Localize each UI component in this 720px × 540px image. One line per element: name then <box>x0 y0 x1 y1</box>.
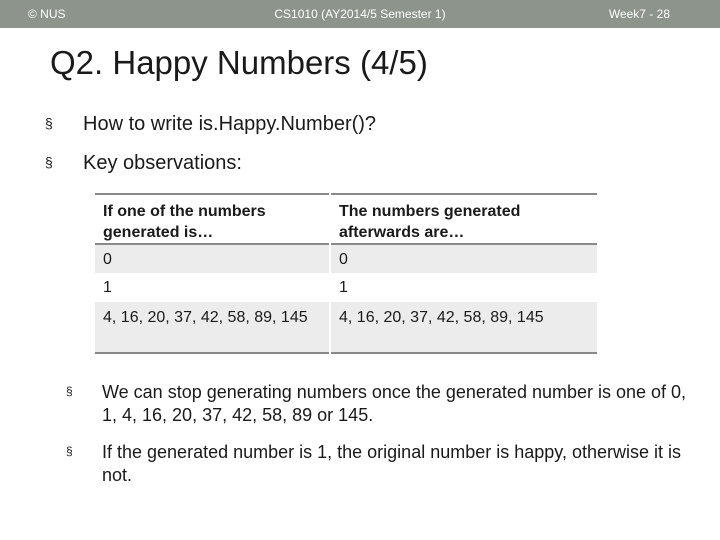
bullet-marker: § <box>45 154 53 170</box>
bullet-marker: § <box>45 115 53 131</box>
table-cell: 1 <box>103 279 112 296</box>
slide-number: Week7 - 28 <box>608 7 670 21</box>
table-cell: 0 <box>330 244 597 273</box>
sub-bullet-text: If the generated number is 1, the original number is happy, otherwise it is not. <box>102 442 681 485</box>
table-row <box>95 273 597 302</box>
course-label: CS1010 (AY2014/5 Semester 1) <box>274 7 446 21</box>
table-row <box>95 244 597 273</box>
bullet-text: Key observations: <box>83 152 242 174</box>
table-cell: 4, 16, 20, 37, 42, 58, 89, 145 <box>103 309 308 326</box>
table-cell: 0 <box>103 251 112 268</box>
slide-header <box>0 0 720 28</box>
observations-table <box>95 193 597 354</box>
table-row <box>95 302 597 353</box>
table-header-row <box>95 194 597 244</box>
table-header-cell: The numbers generated afterwards are… <box>330 194 597 244</box>
copyright-label: © NUS <box>28 7 66 21</box>
bullet-marker: § <box>66 444 73 458</box>
sub-bullet-text: We can stop generating numbers once the generated number is one of 0, 1, 4, 16, 20, 37, 42, 58, 89 or 145. <box>102 382 687 425</box>
table-cell: 4, 16, 20, 37, 42, 58, 89, 145 <box>330 302 597 353</box>
bullet-text: How to write is.Happy.Number()? <box>83 113 377 135</box>
table-header-cell: If one of the numbers generated is… <box>103 203 266 241</box>
slide-title: Q2. Happy Numbers (4/5) <box>50 44 428 81</box>
bullet-marker: § <box>66 384 73 398</box>
table-cell: 1 <box>330 273 597 302</box>
